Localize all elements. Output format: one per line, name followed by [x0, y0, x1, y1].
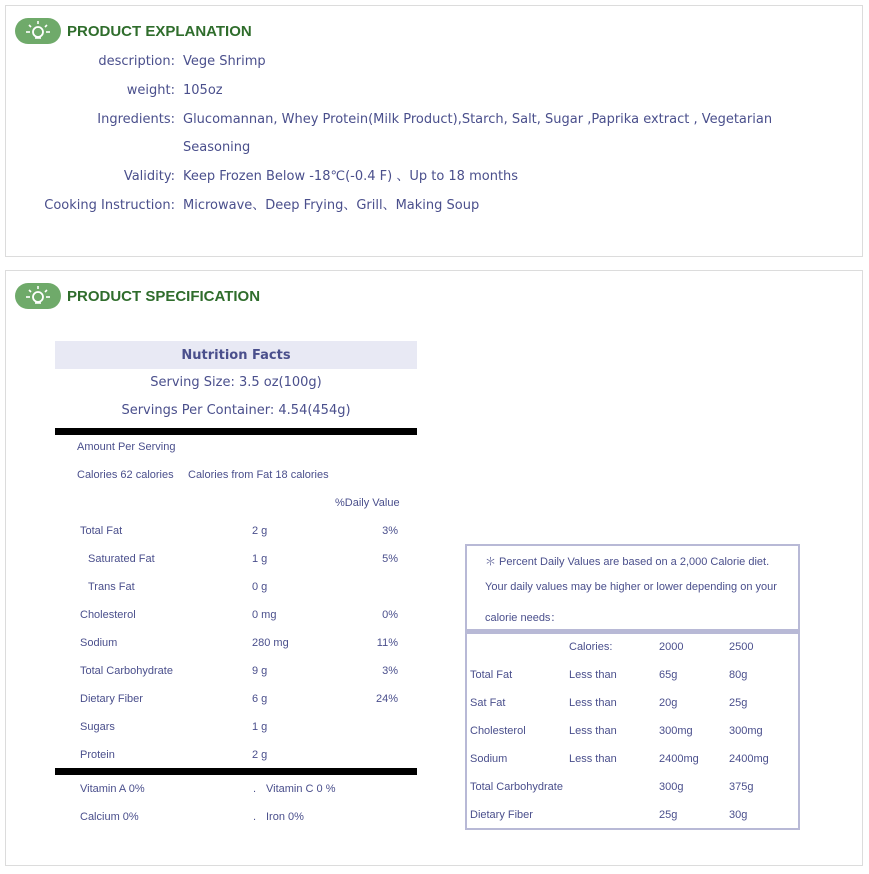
- validity-label: Validity:: [123, 169, 175, 184]
- cooking-label: Cooking Instruction:: [44, 198, 175, 213]
- nutrient-amount: 1 g: [252, 721, 268, 733]
- nutrient-dv: 3%: [382, 665, 398, 677]
- table-cell: Less than: [569, 725, 617, 737]
- table-cell: 300g: [659, 781, 684, 793]
- nutrient-name: Trans Fat: [88, 581, 135, 593]
- table-cell: 25g: [729, 697, 748, 709]
- lightbulb-icon: [15, 283, 61, 309]
- table-cell: 80g: [729, 669, 748, 681]
- thick-divider: [55, 768, 417, 775]
- nutrient-name: Total Carbohydrate: [80, 665, 173, 677]
- nutrient-dv: 3%: [382, 525, 398, 537]
- table-cell: Total Carbohydrate: [470, 781, 563, 793]
- amount-per-serving: Amount Per Serving: [77, 441, 176, 453]
- table-cell: Less than: [569, 753, 617, 765]
- nutrient-name: Sodium: [80, 637, 118, 649]
- nutrient-amount: 0 mg: [252, 609, 277, 621]
- nutrient-name: Sugars: [80, 721, 115, 733]
- nutrient-amount: 1 g: [252, 553, 268, 565]
- nutrient-dv: 0%: [382, 609, 398, 621]
- description-value: Vege Shrimp: [183, 54, 266, 69]
- nutrient-amount: 2 g: [252, 525, 268, 537]
- nutrient-name: Dietary Fiber: [80, 693, 143, 705]
- calories: Calories 62 calories: [77, 469, 174, 481]
- table-cell: 30g: [729, 809, 748, 821]
- description-label: description:: [98, 54, 175, 69]
- calcium: Calcium 0%: [80, 811, 139, 823]
- servings-per-container: Servings Per Container: 4.54(454g): [121, 403, 351, 418]
- vitamin-a: Vitamin A 0%: [80, 783, 145, 795]
- table-cell: 20g: [659, 697, 678, 709]
- lightbulb-icon: [15, 18, 61, 44]
- table-cell: 375g: [729, 781, 754, 793]
- explanation-title: PRODUCT EXPLANATION: [67, 22, 252, 40]
- nutrient-name: Protein: [80, 749, 115, 761]
- cooking-value: Microwave、Deep Frying、Grill、Making Soup: [183, 198, 480, 213]
- table-cell: Total Fat: [470, 669, 513, 681]
- validity-value: Keep Frozen Below -18℃(-0.4 F) 、Up to 18 months: [183, 169, 519, 184]
- nutrient-dv: 5%: [382, 553, 398, 565]
- nutrient-dv: 11%: [376, 637, 398, 649]
- nutrient-amount: 0 g: [252, 581, 268, 593]
- ingredients-value-line2: Seasoning: [183, 140, 251, 155]
- specification-title: PRODUCT SPECIFICATION: [67, 287, 261, 305]
- table-cell: Less than: [569, 697, 617, 709]
- table-cell: 300mg: [729, 725, 763, 737]
- weight-label: weight:: [126, 83, 175, 98]
- nutrient-dv: 24%: [375, 693, 398, 705]
- nutrition-facts: [55, 341, 417, 435]
- table-cell: Sat Fat: [470, 697, 506, 709]
- serving-size: Serving Size: 3.5 oz(100g): [150, 375, 322, 390]
- specification-header: [15, 282, 260, 310]
- table-header-cell: 2000: [659, 641, 684, 653]
- ingredients-label: Ingredients:: [97, 112, 175, 127]
- vitamin-c: Vitamin C 0 %: [266, 783, 336, 795]
- nutrient-amount: 280 mg: [252, 637, 289, 649]
- note-line-3: calorie needs：: [485, 612, 562, 624]
- nutrient-name: Total Fat: [80, 525, 123, 537]
- table-cell: 65g: [659, 669, 678, 681]
- explanation-header: [15, 17, 252, 45]
- table-cell: 25g: [659, 809, 678, 821]
- ingredients-value-line1: Glucomannan, Whey Protein(Milk Product),Starch, Salt, Sugar ,Paprika extract , Vegetarian: [183, 112, 773, 127]
- table-header-cell: 2500: [729, 641, 754, 653]
- calories-from-fat: Calories from Fat 18 calories: [188, 469, 329, 481]
- nutrient-amount: 2 g: [252, 749, 268, 761]
- table-cell: Cholesterol: [470, 725, 526, 737]
- nutrient-name: Saturated Fat: [88, 553, 155, 565]
- table-cell: Dietary Fiber: [470, 809, 533, 821]
- table-cell: Sodium: [470, 753, 508, 765]
- table-cell: Less than: [569, 669, 617, 681]
- table-cell: 300mg: [659, 725, 693, 737]
- bullet: .: [253, 783, 257, 795]
- note-line-2: Your daily values may be higher or lower depending on your: [485, 581, 777, 593]
- daily-value-header: %Daily Value: [335, 497, 400, 509]
- note-line-1: ＊ Percent Daily Values are based on a 2,000 Calorie diet.: [485, 556, 770, 568]
- table-cell: 2400mg: [659, 753, 699, 765]
- bullet: .: [253, 811, 257, 823]
- table-cell: 2400mg: [729, 753, 769, 765]
- nutrient-name: Cholesterol: [80, 609, 136, 621]
- weight-value: 105oz: [183, 83, 223, 98]
- table-header-cell: Calories:: [569, 641, 613, 653]
- nutrient-amount: 9 g: [252, 665, 268, 677]
- thick-divider: [55, 428, 417, 435]
- iron: Iron 0%: [266, 811, 304, 823]
- nutrient-amount: 6 g: [252, 693, 268, 705]
- product-explanation-panel: [5, 5, 863, 257]
- nutrition-facts-title: Nutrition Facts: [55, 341, 417, 369]
